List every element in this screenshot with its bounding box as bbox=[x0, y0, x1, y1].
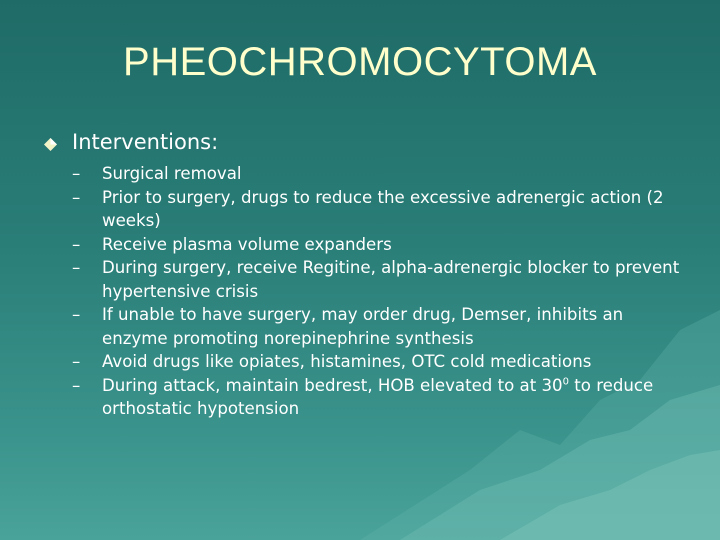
interventions-heading: Interventions: bbox=[72, 130, 219, 154]
list-item bbox=[72, 162, 692, 186]
list-item-text: Avoid drugs like opiates, histamines, OTC cold medications bbox=[102, 352, 592, 371]
list-item bbox=[72, 256, 692, 303]
list-item bbox=[72, 350, 692, 374]
dash-bullet: – bbox=[72, 375, 81, 395]
dash-bullet: – bbox=[72, 187, 81, 207]
list-item bbox=[72, 233, 692, 257]
dash-bullet: – bbox=[72, 258, 81, 277]
list-item-text: During surgery, receive Regitine, alpha-adrenergic blocker to prevent hypertensive crisis bbox=[102, 258, 680, 301]
list-item-text: Prior to surgery, drugs to reduce the excessive adrenergic action (2 weeks) bbox=[102, 187, 664, 230]
list-item-text-continued: to reduce orthostatic hypotension bbox=[102, 375, 654, 418]
degree-superscript: 0 bbox=[562, 375, 569, 387]
slide-title: PHEOCHROMOCYTOMA bbox=[123, 40, 597, 84]
dash-bullet: – bbox=[72, 164, 81, 183]
dash-bullet: – bbox=[72, 234, 81, 254]
list-item bbox=[72, 186, 692, 233]
list-item bbox=[72, 374, 692, 421]
dash-bullet: – bbox=[72, 352, 81, 371]
list-item-text: If unable to have surgery, may order drug, Demser, inhibits an enzyme promoting norepinephrine synthesis bbox=[102, 305, 624, 348]
list-item-text: Receive plasma volume expanders bbox=[102, 234, 392, 254]
list-item-text: During attack, maintain bedrest, HOB elevated to at 30 bbox=[102, 375, 563, 395]
dash-bullet: – bbox=[72, 305, 81, 324]
list-item-text: Surgical removal bbox=[102, 164, 242, 183]
list-item bbox=[72, 303, 692, 350]
diamond-bullet-icon bbox=[44, 138, 57, 151]
interventions-list bbox=[72, 162, 692, 421]
